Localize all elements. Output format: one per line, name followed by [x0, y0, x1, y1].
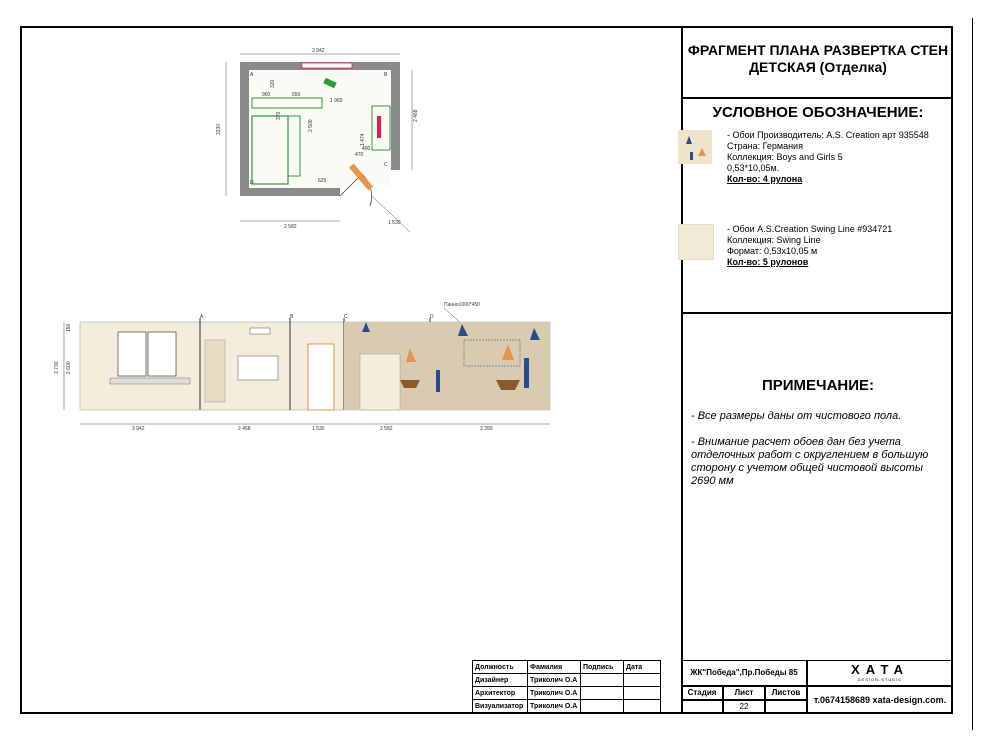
plan-dim-550: 550 [292, 92, 301, 98]
plan-wall-bottom [240, 188, 340, 196]
plan-mark-d: D [250, 180, 254, 186]
plan-dim-top: 3 942 [312, 48, 325, 54]
plan-wall-left [240, 62, 249, 196]
elev-mark-d: D [430, 314, 434, 320]
floor-plan [212, 46, 462, 246]
brand-subtitle: DESIGN-STUDIO [857, 677, 903, 682]
stamp-role: Дизайнер [473, 674, 528, 687]
stamp-role: Архитектор [473, 687, 528, 700]
elevation-window-2 [148, 332, 176, 376]
elev-mark-a: A [200, 314, 204, 320]
legend-item-1 [727, 130, 929, 185]
plan-dim-625: 625 [318, 178, 327, 184]
lighthouse-icon [436, 370, 440, 392]
drawing-sheet [20, 26, 953, 714]
legend-item-2-line3: Формат: 0,53х10,05 м [727, 246, 818, 256]
wallpaper-swatch-1 [678, 130, 712, 164]
stamp-sheets-label: Листов [765, 686, 807, 700]
stamp-project: ЖК"Победа",Пр.Победы 85 [681, 660, 807, 686]
legend-item-1-line4: 0,53*10,05м. [727, 163, 780, 173]
stamp-person: Триколич О.А [528, 687, 581, 700]
legend-item-1-line2: Страна: Германия [727, 141, 803, 151]
stamp-date-cell [624, 700, 661, 713]
title-divider [681, 97, 953, 99]
title-line-1: ФРАГМЕНТ ПЛАНА РАЗВЕРТКА СТЕН [687, 42, 949, 58]
stamp-sheets-value [765, 700, 807, 714]
legend-item-1-line3: Коллекция: Boys and Girls 5 [727, 152, 843, 162]
elev-dim-2: 2 468 [238, 426, 251, 432]
stamp-person: Триколич О.А [528, 700, 581, 713]
plan-dim-diag: 1 530 [388, 220, 401, 226]
legend-item-1-qty: Кол-во: 4 рулона [727, 174, 803, 184]
stamp-signature-cell [581, 687, 624, 700]
plan-dim-320: 320 [270, 79, 276, 88]
legend-heading: УСЛОВНОЕ ОБОЗНАЧЕНИЕ: [712, 104, 924, 121]
note-2: - Внимание расчет обоев дан без учета отделочных работ с округлением в большую сторону с учетом общей чистовой высоты 2690 мм [691, 436, 929, 487]
note-1: - Все размеры даны от чистового пола. [691, 410, 902, 422]
elev-dim-left-1: 2 730 [54, 361, 60, 374]
notes-heading: ПРИМЕЧАНИЕ: [761, 377, 875, 394]
elev-mark-b: B [290, 314, 294, 320]
title-line-2: ДЕТСКАЯ (Отделка) [749, 59, 887, 75]
plan-dim-1960: 1 960 [330, 98, 343, 104]
wall-elevation [40, 300, 560, 440]
plan-dim-2500: 2 500 [308, 119, 314, 132]
panel-label: Панно1000*450 [444, 302, 481, 308]
elev-dim-5: 3 350 [480, 426, 493, 432]
plan-dim-1474: 1 474 [360, 133, 366, 146]
stamp-sheet-number: 22 [723, 700, 765, 714]
plan-dim-left: 3330 [216, 123, 222, 135]
elevation-shelf-a [205, 340, 225, 402]
elevation-tv [250, 328, 270, 334]
stamp-sheet-label: Лист [723, 686, 765, 700]
page-title [683, 42, 953, 76]
elev-dim-1: 3 942 [132, 426, 145, 432]
stamp-person: Триколич О.А [528, 674, 581, 687]
stamp-header-position: Должность [473, 661, 528, 674]
stamp-signature-cell [581, 674, 624, 687]
plan-tv [377, 116, 381, 138]
elevation-board [238, 356, 278, 380]
elevation-window-1 [118, 332, 146, 376]
plan-wall-right [391, 62, 400, 170]
stamp-header-name: Фамилия [528, 661, 581, 674]
elevation-door [308, 344, 334, 410]
plan-dim-470: 470 [355, 152, 364, 158]
elev-dim-3: 1 530 [312, 426, 325, 432]
staff-table [472, 660, 661, 713]
legend-item-2-line1: - Обои A.S.Creation Swing Line #934721 [727, 224, 893, 234]
stamp-date-cell [624, 687, 661, 700]
stamp-header-signature: Подпись [581, 661, 624, 674]
stamp-header-date: Дата [624, 661, 661, 674]
plan-dim-400: 400 [362, 146, 371, 152]
elev-mark-c: C [344, 314, 348, 320]
elev-dim-left-3: 150 [66, 323, 72, 332]
plan-dim-bottom: 2 582 [284, 224, 297, 230]
stamp-stage-label: Стадия [681, 686, 723, 700]
elev-dim-left-2: 2 600 [66, 361, 72, 374]
plan-mark-a: A [250, 72, 254, 78]
legend-divider [681, 312, 953, 314]
plan-dim-900: 900 [262, 92, 271, 98]
legend-item-2 [727, 224, 892, 268]
elevation-desk [110, 378, 190, 384]
elev-dim-4: 2 582 [380, 426, 393, 432]
legend-item-1-line1: - Обои Производитель: A.S. Creation арт 935548 [727, 130, 929, 140]
wallpaper-swatch-2 [678, 224, 714, 260]
plan-dim-right: 2 468 [413, 109, 419, 122]
legend-item-2-qty: Кол-во: 5 рулонов [727, 257, 809, 267]
lighthouse-icon [524, 358, 529, 388]
plan-dim-370: 370 [276, 111, 282, 120]
plan-mark-b: B [384, 72, 388, 78]
legend-item-2-line2: Коллекция: Swing Line [727, 235, 821, 245]
stamp-role: Визуализатор [473, 700, 528, 713]
plan-window [302, 63, 352, 68]
stamp-date-cell [624, 674, 661, 687]
stamp-stage-value [681, 700, 723, 714]
title-block [472, 660, 953, 714]
brand-logo [807, 660, 953, 686]
brand-name: ХАТА [851, 662, 909, 677]
margin-line [972, 18, 973, 730]
stamp-contact: т.0674158689 xata-design.com. [807, 686, 953, 714]
elevation-wardrobe [360, 354, 400, 410]
stamp-signature-cell [581, 700, 624, 713]
plan-mark-c: C [384, 162, 388, 168]
